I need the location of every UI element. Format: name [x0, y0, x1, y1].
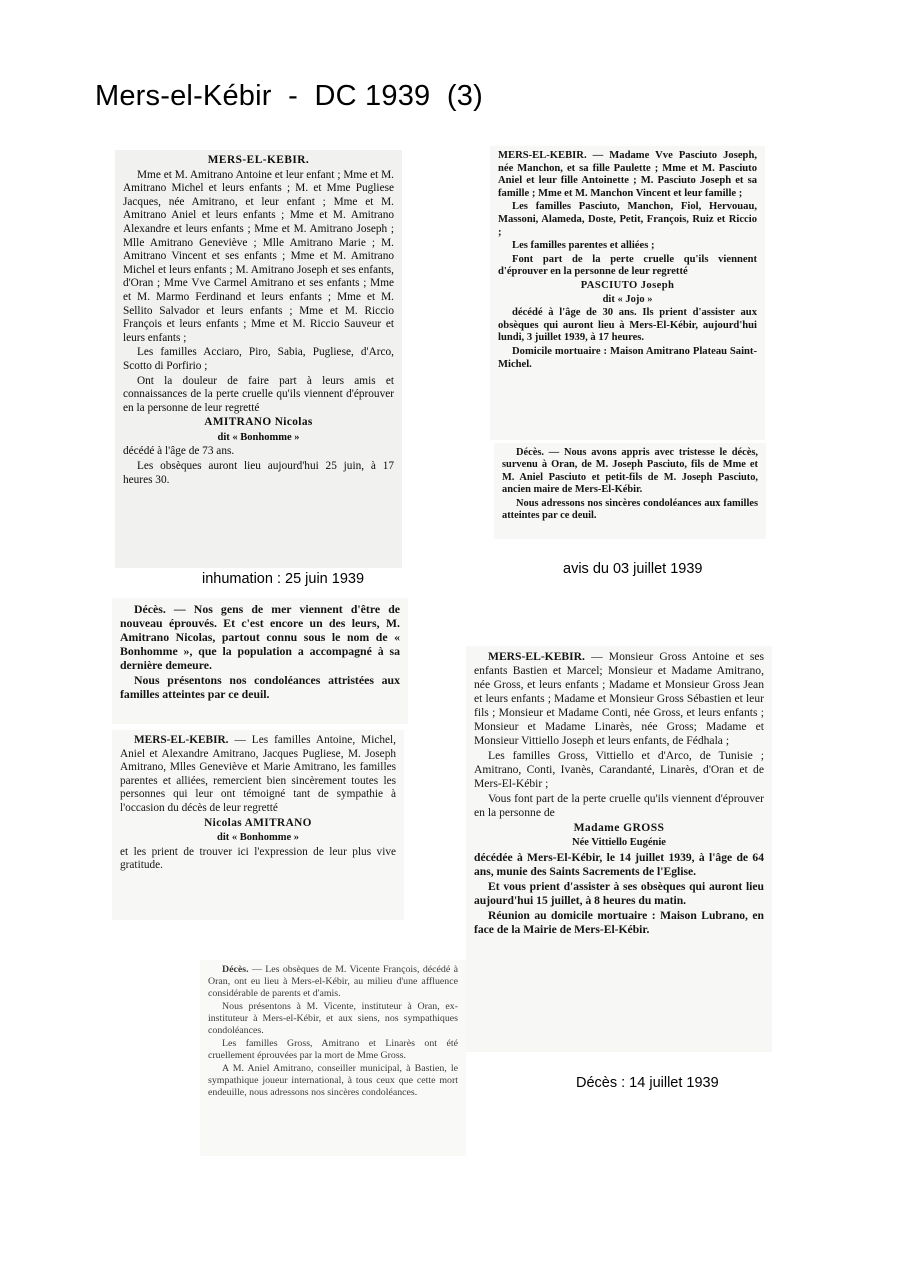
clipping-pasciuto-notice: [494, 443, 766, 539]
caption-avis: avis du 03 juillet 1939: [563, 561, 703, 577]
deceased-alias: Née Vittiello Eugénie: [572, 837, 666, 848]
caption-deces: Décès : 14 juillet 1939: [576, 1075, 719, 1091]
clipping-paragraph: Les familles Gross, Amitrano et Linarès ont été cruellement éprouvées par la mort de Mme Gross.: [208, 1038, 458, 1061]
clipping-lead: MERS-EL-KEBIR.: [498, 150, 587, 161]
deceased-alias: dit « Jojo »: [602, 293, 653, 305]
clipping-paragraph: [474, 650, 764, 748]
clipping-paragraph: décédé à l'âge de 73 ans.: [123, 445, 235, 458]
page-title: Mers-el-Kébir - DC 1939 (3): [95, 80, 483, 112]
clipping-paragraph: Les familles Pasciuto, Manchon, Fiol, Hervouau, Massoni, Alameda, Doste, Petit, François, Ruiz et Riccio ;: [498, 201, 757, 238]
clipping-gross-announcement: [466, 646, 772, 1052]
clipping-lead: Décès.: [134, 602, 166, 616]
clipping-paragraph: Ont la douleur de faire part à leurs amis et connaissances de la perte cruelle qu'ils viennent d'éprouver en la personne de leur regretté: [123, 374, 394, 414]
caption-inhumation: inhumation : 25 juin 1939: [202, 571, 365, 587]
clipping-text: — Les familles Antoine, Michel, Aniel et Alexandre Amitrano, Jacques Pugliese, M. Joseph Amitrano, Mlles Geneviève et Marie Amitrano, les familles parentes et alliées, remercient bien sincèrement toutes les personnes qui leur ont témoigné tant de sympathie à l'occasion du décès de leur regretté: [120, 734, 396, 814]
clipping-paragraph: décédée à Mers-El-Kébir, le 14 juillet 1939, à l'âge de 64 ans, munie des Saints Sacrements de l'Eglise.: [474, 851, 764, 878]
deceased-name: Nicolas AMITRANO: [204, 816, 312, 829]
deceased-name: Madame GROSS: [573, 821, 665, 834]
clipping-lead: MERS-EL-KEBIR.: [488, 650, 585, 663]
clipping-lead: MERS-EL-KEBIR.: [134, 734, 229, 746]
clipping-paragraph: Les familles Gross, Vittiello et d'Arco, de Tunisie ; Amitrano, Conti, Ivanès, Carandanté, Linarès, d'Oran et de Mers-El-Kébir ;: [474, 749, 764, 790]
clipping-vicente-gross-notices: [200, 960, 466, 1156]
clipping-paragraph: Nous adressons nos sincères condoléances aux familles atteintes par ce deuil.: [502, 497, 758, 522]
clipping-pasciuto-announcement: [490, 146, 765, 440]
clipping-heading: MERS-EL-KEBIR.: [207, 154, 310, 166]
deceased-alias: dit « Bonhomme »: [217, 832, 299, 844]
clipping-paragraph: Vous font part de la perte cruelle qu'ils viennent d'éprouver en la personne de: [474, 792, 764, 819]
clipping-paragraph: décédé à l'âge de 30 ans. Ils prient d'assister aux obsèques qui auront lieu à Mers-El-Kébir, aujourd'hui lundi, 3 juillet 1939, à 17 heures.: [498, 307, 757, 344]
clipping-paragraph: Nous présentons nos condoléances attristées aux familles atteintes par ce deuil.: [120, 673, 400, 701]
clipping-paragraph: Les familles Acciaro, Piro, Sabia, Pugliese, d'Arco, Scotto di Porfirio ;: [123, 346, 394, 372]
clipping-paragraph: [208, 964, 458, 1000]
clipping-paragraph: Les familles parentes et alliées ;: [512, 240, 655, 252]
clipping-text: — Nous avons appris avec tristesse le décès, survenu à Oran, de M. Joseph Pasciuto, fils de Mme et M. Aniel Pasciuto et petit-fils de M. Joseph Pasciuto, ancien maire de Mers-El-Kébir.: [502, 447, 758, 496]
clipping-amitrano-thanks: [112, 730, 404, 920]
clipping-lead: Décès.: [516, 447, 544, 458]
clipping-paragraph: [120, 734, 396, 816]
clipping-amitrano-announcement: [115, 150, 402, 568]
clipping-paragraph: et les prient de trouver ici l'expression de leur plus vive gratitude.: [120, 845, 396, 872]
clipping-paragraph: [502, 447, 758, 497]
clipping-paragraph: [498, 150, 757, 200]
clipping-text: — Les obsèques de M. Vicente François, décédé à Oran, ont eu lieu à Mers-el-Kébir, au milieu d'une affluence considérable de parents et d'amis.: [208, 964, 458, 999]
clipping-paragraph: Mme et M. Amitrano Antoine et leur enfant ; Mme et M. Amitrano Michel et leurs enfants ; M. et Mme Pugliese Jacques, née Amitrano, et leur enfant ; Mme et M. Amitrano Aniel et leurs enfants ; Mme et M. Amitrano Alexandre et leurs enfants ; Mme et M. Amitrano Joseph ; Mlle Amitrano Geneviève ; Mlle Amitrano Marie ; M. Amitrano Vincent et ses enfants ; Mme et M. Amitrano Michel et leurs enfants ; M. Amitrano Joseph et ses enfants, d'Oran ; Mme Vve Carmel Amitrano et ses enfants ; Mme et M. Marmo Ferdinand et leurs enfants ; Mme et M. Sellito Salvador et leurs enfants ; Mme et M. Riccio François et leurs enfants ; Mme et M. Riccio Sauveur et leurs enfants ;: [123, 168, 394, 344]
clipping-paragraph: Les obsèques auront lieu aujourd'hui 25 juin, à 17 heures 30.: [123, 460, 394, 486]
clipping-paragraph: Nous présentons à M. Vicente, instituteur à Oran, ex-instituteur à Mers-el-Kébir, et aux siens, nos sympathiques condoléances.: [208, 1001, 458, 1036]
clipping-text: — Nos gens de mer viennent d'être de nouveau éprouvés. Et c'est encore un des leurs, M. Amitrano Nicolas, partout connu sous le nom de « Bonhomme », que la population a accompagné à sa dernière demeure.: [120, 602, 400, 672]
deceased-name: PASCIUTO Joseph: [580, 279, 675, 291]
clipping-paragraph: Et vous prient d'assister à ses obsèques qui auront lieu aujourd'hui 15 juillet, à 8 heures du matin.: [474, 880, 764, 907]
clipping-amitrano-notice: [112, 598, 408, 724]
clipping-paragraph: Réunion au domicile mortuaire : Maison Lubrano, en face de la Mairie de Mers-El-Kébir.: [474, 909, 764, 936]
clipping-paragraph: Font part de la perte cruelle qu'ils viennent d'éprouver en la personne de leur regretté: [498, 253, 757, 278]
clipping-paragraph: Domicile mortuaire : Maison Amitrano Plateau Saint-Michel.: [498, 345, 757, 370]
clipping-text: — Monsieur Gross Antoine et ses enfants Bastien et Marcel; Monsieur et Madame Amitrano, née Gross, et leurs enfants ; Madame et Monsieur Gross Jean et leurs enfants ; Madame et Monsieur Gross Sébastien et leur fils ; Monsieur et Madame Conti, née Gross, et leurs enfants ; Monsieur et Madame Linarès, née Gross; Madame et Monsieur Vittiello Joseph et leurs enfants, de Fédhala ;: [474, 650, 764, 747]
clipping-lead: Décès.: [222, 964, 249, 975]
clipping-paragraph: A M. Aniel Amitrano, conseiller municipal, à Bastien, le sympathique joueur international, à tous ceux que cette mort endeuille, nous adressons nos sincères condoléances.: [208, 1063, 458, 1098]
clipping-paragraph: [120, 602, 400, 672]
deceased-name: AMITRANO Nicolas: [204, 416, 313, 429]
deceased-alias: dit « Bonhomme »: [217, 431, 300, 443]
clipping-text: — Madame Vve Pasciuto Joseph, née Manchon, et sa fille Paulette ; Mme et M. Pasciuto Aniel et leur fille Antoinette ; M. Pasciuto Joseph et sa famille ; Mme et M. Manchon Vincent et leur famille ;: [498, 150, 757, 199]
